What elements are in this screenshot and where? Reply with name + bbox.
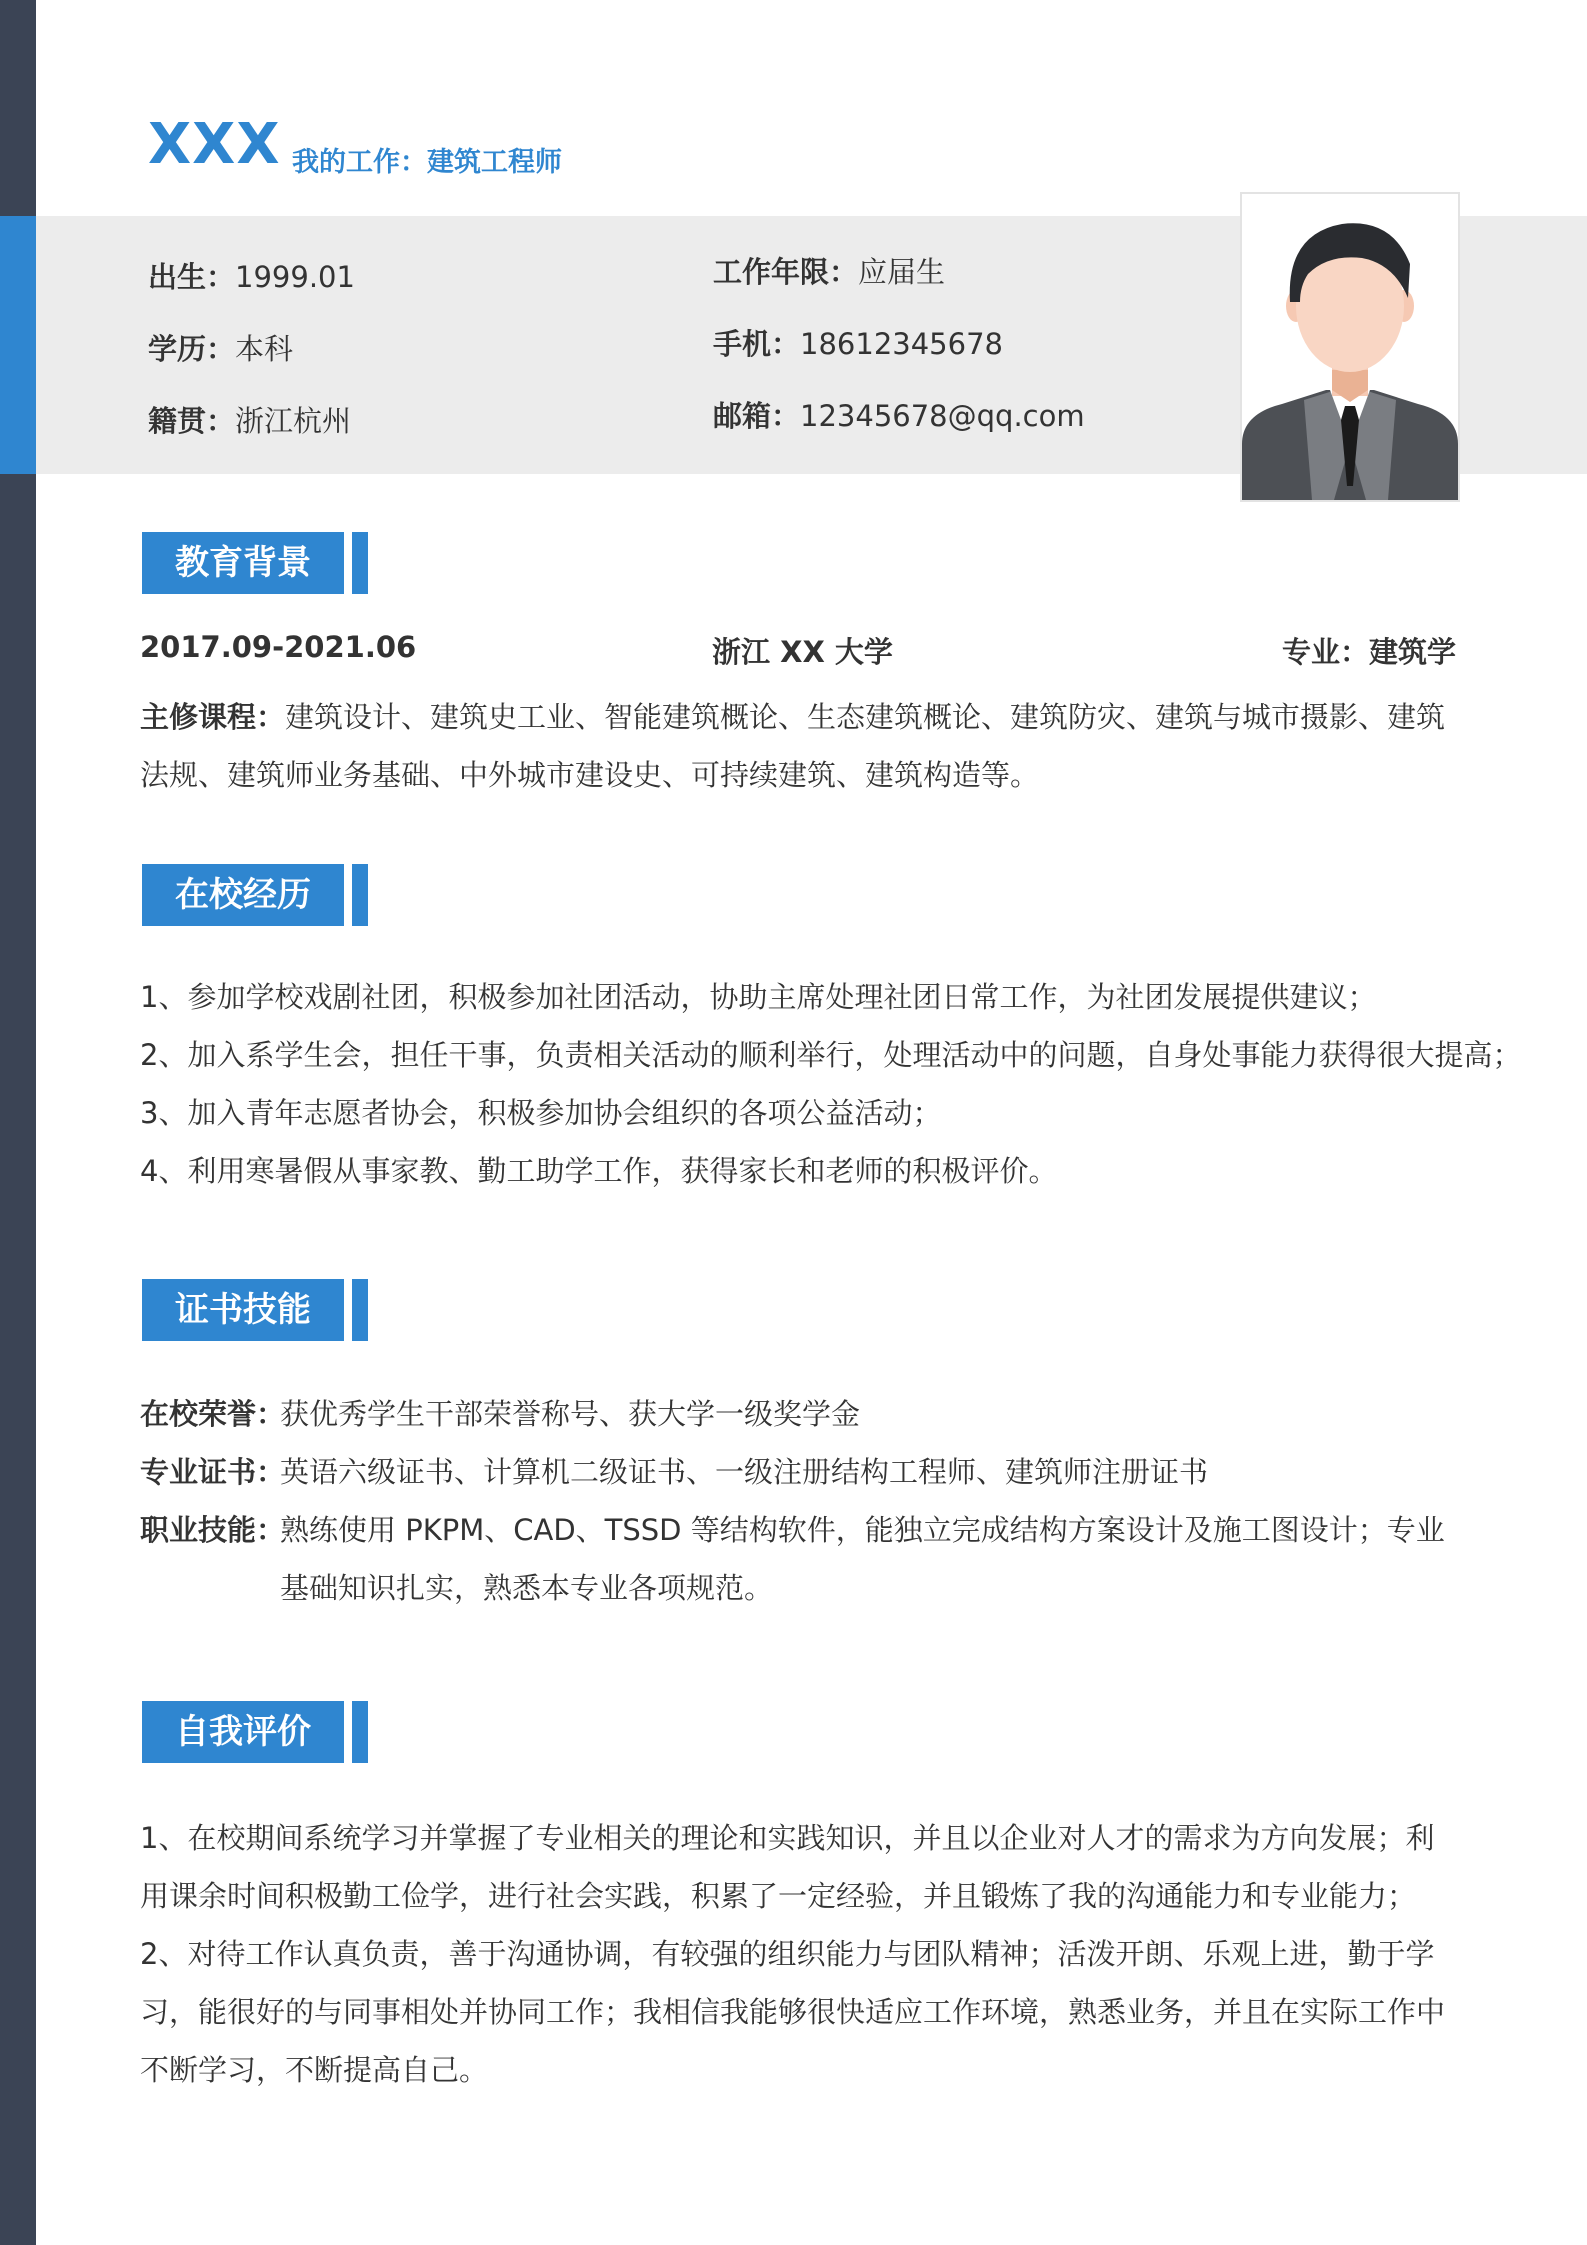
list-item: 4、利用寒暑假从事家教、勤工助学工作，获得家长和老师的积极评价。 bbox=[140, 1154, 1058, 1188]
resume-name: XXX bbox=[148, 112, 281, 177]
skills-label: 职业技能： bbox=[140, 1513, 286, 1547]
edu-label: 学历： bbox=[148, 332, 236, 366]
skills-row-certificates bbox=[140, 1443, 1460, 1501]
section-title-self-eval: 自我评价 bbox=[175, 1712, 311, 1752]
info-work-years bbox=[713, 250, 945, 291]
phone-value: 18612345678 bbox=[800, 327, 1003, 361]
phone-label: 手机： bbox=[713, 327, 801, 361]
info-education bbox=[148, 327, 293, 368]
email-label: 邮箱： bbox=[713, 399, 801, 433]
education-major: 专业：建筑学 bbox=[1282, 635, 1457, 669]
sidebar-accent bbox=[0, 216, 36, 474]
section-title-education: 教育背景 bbox=[175, 543, 311, 583]
info-phone bbox=[713, 322, 1003, 363]
section-bar-tail bbox=[352, 1701, 368, 1763]
skills-label: 专业证书： bbox=[140, 1455, 286, 1489]
list-item: 3、加入青年志愿者协会，积极参加协会组织的各项公益活动； bbox=[140, 1096, 942, 1130]
education-period: 2017.09-2021.06 bbox=[140, 630, 417, 664]
list-item: 2、加入系学生会，担任干事，负责相关活动的顺利举行，处理活动中的问题，自身处事能力获得很大提高； bbox=[140, 1038, 1522, 1072]
avatar-icon bbox=[1242, 194, 1458, 500]
years-value: 应届生 bbox=[858, 255, 946, 289]
skills-label: 在校荣誉： bbox=[140, 1397, 286, 1431]
edu-value: 本科 bbox=[235, 332, 294, 366]
campus-list bbox=[140, 968, 1522, 1200]
skills-value: 英语六级证书、计算机二级证书、一级注册结构工程师、建筑师注册证书 bbox=[280, 1455, 1209, 1489]
years-label: 工作年限： bbox=[713, 255, 859, 289]
info-hometown bbox=[148, 399, 351, 440]
birth-label: 出生： bbox=[148, 260, 236, 294]
skills-list bbox=[140, 1385, 1460, 1617]
courses-text: 建筑设计、建筑史工业、智能建筑概论、生态建筑概论、建筑防灾、建筑与城市摄影、建筑法规、建筑师业务基础、中外城市建设史、可持续建筑、建筑构造等。 bbox=[140, 700, 1446, 792]
birth-value: 1999.01 bbox=[235, 260, 355, 294]
section-bar-tail bbox=[352, 532, 368, 594]
education-courses bbox=[140, 688, 1460, 804]
skills-value: 熟练使用 PKPM、CAD、TSSD 等结构软件，能独立完成结构方案设计及施工图设计；专业基础知识扎实，熟悉本专业各项规范。 bbox=[280, 1513, 1445, 1605]
section-title-campus: 在校经历 bbox=[175, 875, 311, 915]
list-item: 2、对待工作认真负责，善于沟通协调，有较强的组织能力与团队精神；活泼开朗、乐观上进，勤于学习，能很好的与同事相处并协同工作；我相信我能够很快适应工作环境，熟悉业务，并且在实际工作中不断学习，不断提高自己。 bbox=[140, 1937, 1446, 2087]
self-eval-text bbox=[140, 1809, 1460, 2099]
info-email bbox=[713, 394, 1085, 435]
courses-label: 主修课程： bbox=[140, 700, 286, 734]
skills-row-professional bbox=[140, 1501, 1460, 1617]
list-item: 1、在校期间系统学习并掌握了专业相关的理论和实践知识，并且以企业对人才的需求为方向发展；利用课余时间积极勤工俭学，进行社会实践，积累了一定经验，并且锻炼了我的沟通能力和专业能力； bbox=[140, 1821, 1435, 1913]
email-value: 12345678@qq.com bbox=[800, 399, 1085, 433]
hometown-label: 籍贯： bbox=[148, 404, 236, 438]
job-title: 我的工作：建筑工程师 bbox=[292, 147, 562, 178]
skills-row-honors bbox=[140, 1385, 1460, 1443]
info-birth bbox=[148, 255, 355, 296]
education-school: 浙江 XX 大学 bbox=[712, 635, 893, 669]
hometown-value: 浙江杭州 bbox=[235, 404, 352, 438]
section-title-skills: 证书技能 bbox=[175, 1290, 311, 1330]
skills-value: 获优秀学生干部荣誉称号、获大学一级奖学金 bbox=[280, 1397, 861, 1431]
section-bar-tail bbox=[352, 1279, 368, 1341]
list-item: 1、参加学校戏剧社团，积极参加社团活动，协助主席处理社团日常工作，为社团发展提供建议； bbox=[140, 980, 1377, 1014]
section-bar-tail bbox=[352, 864, 368, 926]
profile-photo bbox=[1240, 192, 1460, 502]
